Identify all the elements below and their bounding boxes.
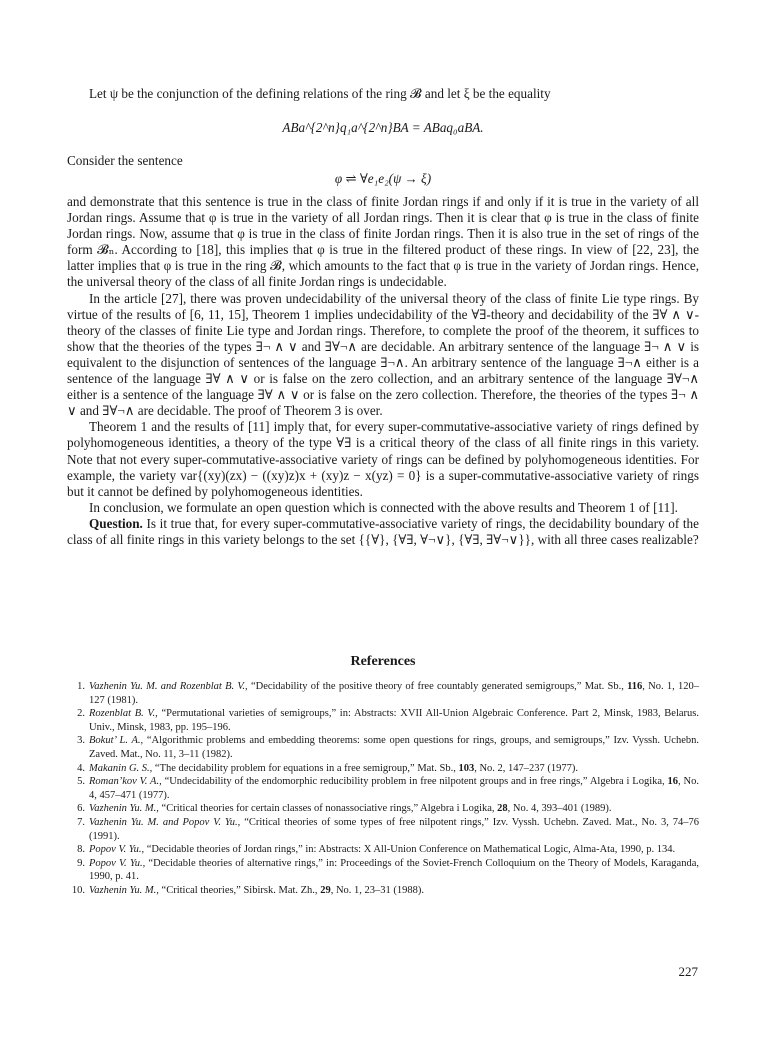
reference-text: “Critical theories of some types of free nilpotent rings,” Izv. Vyssh. Uchebn. Zaved. Mat., No. 3, 74–76 (1991). bbox=[89, 816, 699, 842]
theorem-paragraph: Theorem 1 and the results of [11] imply that, for every super-commutative-associative variety of rings defined by polyhomogeneous identities, a theory of the type ∀∃ is a critical theory of the class of all finite rings in this variety. Note that not every super-commutative-associative variety of rings can be defined by polyhomogeneous identities. For example, the variety var{(xy)(zx) − ((xy)z)x + (xy)z − x(yz) = 0} is a super-commutative-associative variety of rings but it cannot be defined by polyhomogeneous identities. bbox=[67, 419, 699, 499]
reference-item bbox=[67, 802, 699, 816]
reference-item bbox=[67, 816, 699, 843]
reference-author: Vazhenin Yu. M. and Popov V. Yu., bbox=[89, 816, 241, 828]
reference-number: 3. bbox=[77, 735, 85, 747]
reference-text: “The decidability problem for equations in a free semigroup,” Mat. Sb., bbox=[152, 762, 459, 774]
main-body bbox=[67, 194, 699, 548]
reference-text: “Decidable theories of Jordan rings,” in: Abstracts: X All-Union Conference on Mathematical Logic, Alma-Ata, 1990, p. 134. bbox=[144, 844, 676, 856]
reference-item bbox=[67, 775, 699, 802]
question-text: Is it true that, for every super-commutative-associative variety of rings, the decidability boundary of the class of all finite rings in this variety belongs to the set {{∀}, {∀∃, ∀¬∨}, {∀∃, ∃∀¬∨}}, with all three cases realizable? bbox=[67, 515, 700, 547]
reference-author: Popov V. Yu., bbox=[89, 857, 146, 869]
reference-text: “Permutational varieties of semigroups,” in: Abstracts: XVII All-Union Algebraic Conference. Part 2, Minsk, 1983, Belarus. Univ., Minsk, 1983, pp. 195–196. bbox=[89, 708, 699, 733]
reference-author: Vazhenin Yu. M., bbox=[89, 803, 159, 815]
reference-number: 5. bbox=[77, 776, 85, 788]
reference-number: 1. bbox=[77, 681, 85, 692]
reference-volume: 16 bbox=[667, 776, 679, 788]
reference-author: Popov V. Yu., bbox=[89, 844, 145, 856]
reference-number: 10. bbox=[71, 884, 85, 896]
reference-text: “Critical theories for certain classes of nonassociative rings,” Algebra i Logika, bbox=[158, 803, 498, 815]
reference-item bbox=[67, 680, 699, 707]
lie-type-paragraph: In the article [27], there was proven undecidability of the universal theory of the class of finite Lie type rings. By virtue of the results of [6, 11, 15], Theorem 1 implies undecidability of the ∀∃-theory and decidability of the ∃∀ ∧ ∨-theory of the classes of finite Lie type and Jordan rings. Therefore, to complete the proof of the theorem, it suffices to show that the theories of the types ∃¬ ∧ ∨ and ∃∀¬∧ are decidable. An arbitrary sentence of the language ∃¬ ∧ ∨ is equivalent to the disjunction of sentences of the language ∃¬∧. An arbitrary sentence of the language ∃¬∧ either is a sentence of the language ∃∀ ∧ ∨ or is false on the zero collection, and an arbitrary sentence of the language ∃∀¬∧ either is a sentence of the language ∃∀ ∧ ∨ or is false on the zero collection. Therefore, the theories of the types ∃¬ ∧ ∨ and ∃∀¬∧ are decidable. The proof of Theorem 3 is over. bbox=[67, 290, 699, 419]
reference-volume: 29 bbox=[320, 884, 331, 896]
reference-number: 4. bbox=[77, 762, 85, 774]
reference-author: Rozenblat B. V., bbox=[89, 708, 158, 720]
question-label: Question. bbox=[89, 515, 143, 531]
jordan-paragraph: and demonstrate that this sentence is true in the class of finite Jordan rings if and only if it is true in the variety of all Jordan rings. Assume that φ is true in the variety of all Jordan rings. Then it is clear that φ is true in the class of finite Jordan rings. Now, assume that φ is true in the class of finite Jordan rings. Then it is also true in the set of rings of the form 𝓑ₙ. According to [18], this implies that φ is true in the filtered product of these rings. In view of [22, 23], the latter implies that φ is true in the ring 𝓑, which amounts to the fact that φ is true in the variety of Jordan rings. Hence, the universal theory of the class of all finite Jordan rings is undecidable. bbox=[67, 194, 699, 290]
reference-text-end: , No. 4, 457–471 (1977). bbox=[89, 776, 699, 801]
references-section bbox=[67, 654, 699, 898]
reference-volume: 103 bbox=[458, 762, 475, 774]
conclusion-paragraph: In conclusion, we formulate an open question which is connected with the above results and Theorem 1 of [11]. bbox=[89, 499, 678, 515]
reference-author: Roman’kov V. A., bbox=[89, 776, 162, 788]
equation-1 bbox=[67, 119, 699, 137]
reference-volume: 28 bbox=[497, 803, 508, 815]
sentence-formula: φ ⇌ ∀e₁e₂(ψ → ξ) bbox=[334, 171, 432, 186]
reference-text-end: , No. 2, 147–237 (1977). bbox=[474, 762, 579, 774]
reference-item bbox=[67, 734, 699, 761]
reference-text: “Critical theories,” Sibirsk. Mat. Zh., bbox=[158, 884, 321, 896]
reference-author: Bokut’ L. A., bbox=[89, 735, 144, 747]
equation-2 bbox=[67, 170, 699, 188]
reference-text: “Decidable theories of alternative rings,” in: Proceedings of the Soviet-French Colloquium on the Theory of Models, Karaganda, 1990, p. 41. bbox=[89, 857, 699, 883]
references-list bbox=[67, 680, 699, 898]
intro-paragraph: Let ψ be the conjunction of the defining relations of the ring 𝓑 and let ξ be the equality bbox=[89, 86, 551, 101]
reference-volume: 116 bbox=[627, 681, 643, 692]
consider-paragraph: Consider the sentence bbox=[67, 153, 183, 168]
reference-number: 7. bbox=[77, 816, 85, 828]
page-number: 227 bbox=[678, 964, 698, 979]
body-section bbox=[67, 86, 699, 102]
reference-number: 6. bbox=[77, 803, 85, 815]
reference-number: 2. bbox=[77, 708, 85, 720]
reference-author: Vazhenin Yu. M., bbox=[89, 884, 159, 896]
references-heading: References bbox=[350, 654, 416, 669]
equation-text: ABa^{2^n}q₁a^{2^n}BA = ABaq₀aBA. bbox=[282, 120, 484, 135]
reference-number: 8. bbox=[77, 844, 85, 856]
reference-text-end: , No. 1, 23–31 (1988). bbox=[330, 884, 425, 896]
reference-item bbox=[67, 843, 699, 857]
question-paragraph bbox=[67, 516, 699, 548]
reference-text: “Undecidability of the endomorphic reducibility problem in free nilpotent groups and in free rings,” Algebra i Logika, bbox=[161, 776, 668, 788]
reference-item bbox=[67, 762, 699, 776]
reference-text: “Algorithmic problems and embedding theorems: some open questions for rings, groups, and semigroups,” Izv. Vyssh. Uchebn. Zaved. Mat., No. 11, 3–11 (1982). bbox=[89, 735, 699, 760]
reference-item bbox=[67, 707, 699, 734]
reference-text: “Decidability of the positive theory of free countably generated semigroups,” Mat. Sb., bbox=[247, 681, 628, 692]
reference-text-end: , No. 4, 393–401 (1989). bbox=[507, 803, 612, 815]
reference-author: Vazhenin Yu. M. and Rozenblat B. V., bbox=[89, 681, 248, 692]
reference-number: 9. bbox=[77, 857, 85, 869]
reference-text-end: , No. 1, 120–127 (1981). bbox=[89, 681, 699, 706]
consider-line bbox=[67, 153, 699, 169]
reference-item bbox=[67, 857, 699, 884]
reference-item bbox=[67, 884, 699, 898]
reference-author: Makanin G. S., bbox=[89, 762, 153, 774]
